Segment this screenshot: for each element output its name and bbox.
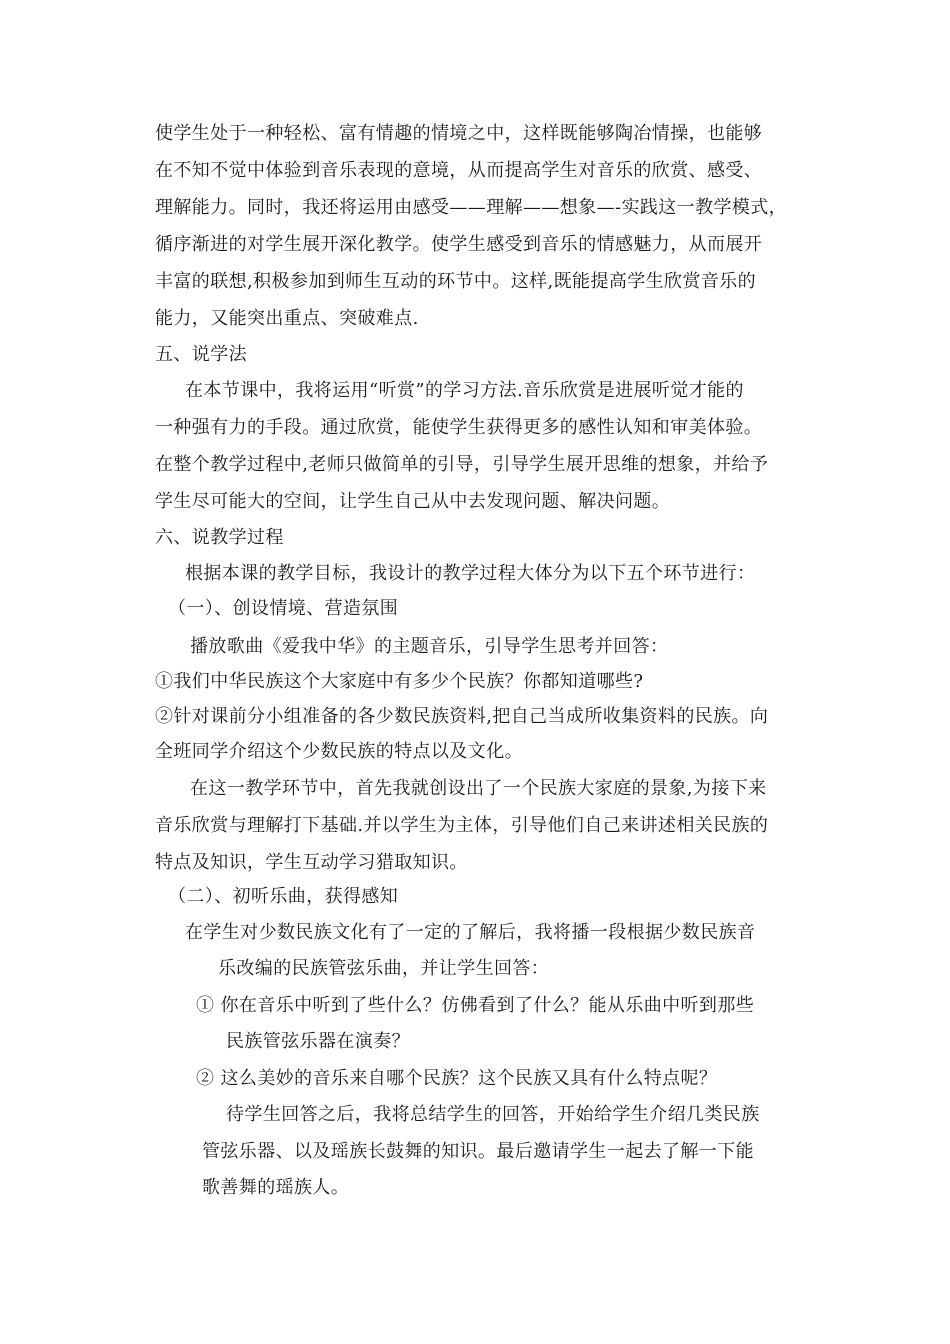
paragraph-line: 特点及知识，学生互动学习猎取知识。 — [155, 852, 468, 873]
paragraph-line: 一种强有力的手段。通过欣赏，能使学生获得更多的感性认知和审美体验。 — [155, 417, 763, 438]
paragraph-line: 根据本课的教学目标，我设计的教学过程大体分为以下五个环节进行： — [185, 563, 756, 584]
paragraph-line: 管弦乐器、以及瑶族长鼓舞的知识。最后邀请学生一起去了解一下能 — [202, 1141, 754, 1162]
list-item: ① 你在音乐中听到了些什么？仿佛看到了什么？能从乐曲中听到那些 — [196, 995, 755, 1016]
section-heading: 六、说教学过程 — [155, 527, 284, 548]
paragraph-line: 在不知不觉中体验到音乐表现的意境，从而提高学生对音乐的欣赏、感受、 — [155, 160, 763, 181]
paragraph-line: 在这一教学环节中，首先我就创设出了一个民族大家庭的景象,为接下来 — [190, 778, 767, 799]
paragraph-line: 乐改编的民族管弦乐曲，并让学生回答： — [218, 958, 550, 979]
paragraph-line: 能力，又能突出重点、突破难点. — [155, 308, 419, 329]
paragraph-line: 在本节课中，我将运用“听赏”的学习方法.音乐欣赏是进展听觉才能的 — [185, 380, 744, 401]
list-item: ② 这么美妙的音乐来自哪个民族？这个民族又具有什么特点呢？ — [196, 1068, 718, 1089]
paragraph-line: 学生尽可能大的空间，让学生自己从中去发现问题、解决问题。 — [155, 491, 671, 512]
paragraph-line: 使学生处于一种轻松、富有情趣的情境之中，这样既能够陶冶情操，也能够 — [155, 123, 763, 144]
list-item: ①我们中华民族这个大家庭中有多少个民族？你都知道哪些? — [155, 671, 644, 692]
paragraph-line: 理解能力。同时，我还将运用由感受——理解——想象—-实践这一教学模式， — [155, 197, 788, 218]
paragraph-line: 丰富的联想,积极参加到师生互动的环节中。这样,既能提高学生欣赏音乐的 — [155, 271, 757, 292]
paragraph-line: 循序渐进的对学生展开深化教学。使学生感受到音乐的情感魅力，从而展开 — [155, 234, 763, 255]
section-heading: 五、说学法 — [155, 344, 247, 365]
paragraph-line: 在整个教学过程中,老师只做简单的引导，引导学生展开思维的想象，并给予 — [155, 454, 769, 475]
paragraph-line: 音乐欣赏与理解打下基础.并以学生为主体，引导他们自己来讲述相关民族的 — [155, 815, 769, 836]
subsection-heading: （一）、创设情境、营造氛围 — [168, 598, 399, 619]
paragraph-line: 全班同学介绍这个少数民族的特点以及文化。 — [155, 741, 523, 762]
paragraph-line: 播放歌曲《爱我中华》的主题音乐，引导学生思考并回答： — [190, 636, 669, 657]
paragraph-line: 歌善舞的瑶族人。 — [202, 1177, 350, 1198]
list-item: ②针对课前分小组准备的各少数民族资料,把自己当成所收集资料的民族。向 — [155, 706, 769, 727]
paragraph-line: 在学生对少数民族文化有了一定的了解后，我将播一段根据少数民族音 — [185, 922, 756, 943]
subsection-heading: （二）、初听乐曲，获得感知 — [168, 886, 399, 907]
paragraph-line: 民族管弦乐器在演奏？ — [226, 1031, 410, 1052]
paragraph-line: 待学生回答之后，我将总结学生的回答，开始给学生介绍几类民族 — [226, 1104, 760, 1125]
